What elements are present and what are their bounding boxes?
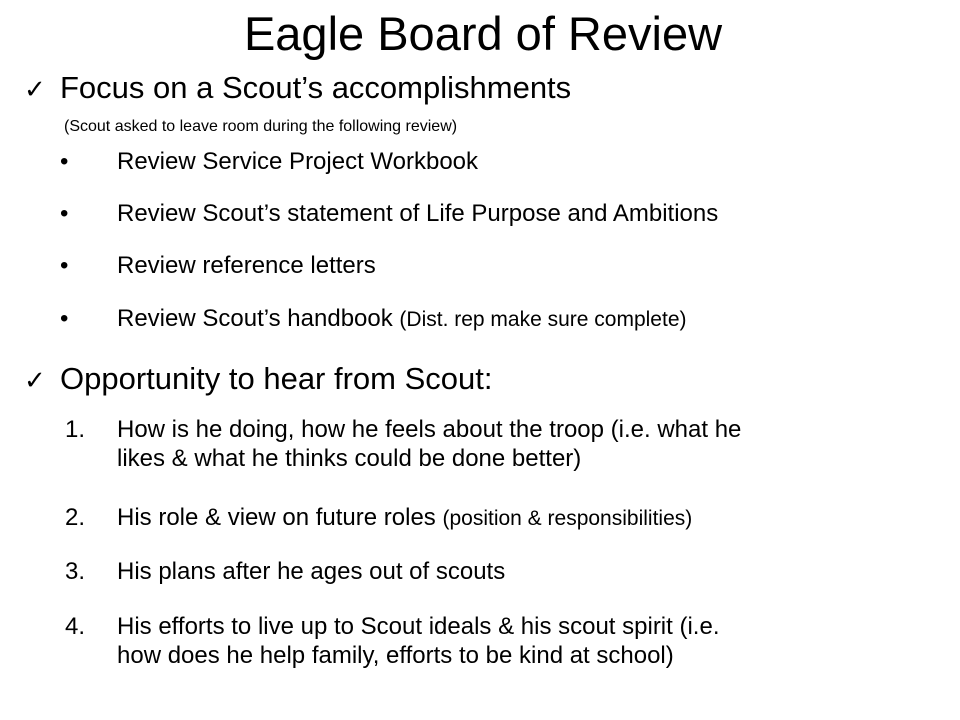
section-heading-text: Opportunity to hear from Scout: bbox=[60, 361, 493, 396]
bullet-item bbox=[60, 251, 376, 280]
slide-title: Eagle Board of Review bbox=[243, 7, 723, 60]
section-heading-text: Focus on a Scout’s accomplishments bbox=[60, 70, 572, 105]
bullet-item-detail: (Dist. rep make sure complete) bbox=[399, 308, 687, 331]
bullet-item bbox=[60, 199, 719, 228]
item-number: 2. bbox=[65, 504, 86, 531]
section-heading-hear-from-scout bbox=[24, 361, 493, 399]
bullet-marker: • bbox=[60, 305, 69, 332]
bullet-item bbox=[60, 304, 687, 334]
bullet-item-text: Review Service Project Workbook bbox=[117, 148, 479, 175]
numbered-item bbox=[65, 557, 506, 586]
item-number: 3. bbox=[65, 558, 86, 585]
numbered-item-detail: (position & responsibilities) bbox=[442, 507, 693, 530]
numbered-item-line: likes & what he thinks could be done better) bbox=[117, 445, 582, 472]
review-note: (Scout asked to leave room during the following review) bbox=[64, 118, 458, 135]
bullet-marker: • bbox=[60, 148, 69, 175]
bullet-marker: • bbox=[60, 200, 69, 227]
numbered-item-line: how does he help family, efforts to be kind at school) bbox=[117, 642, 674, 669]
checkmark-icon: ✓ bbox=[24, 75, 46, 105]
bullet-item bbox=[60, 147, 479, 176]
section-heading-accomplishments bbox=[24, 70, 571, 108]
numbered-item-line: His role & view on future roles bbox=[117, 504, 443, 531]
item-number: 1. bbox=[65, 416, 86, 443]
numbered-item bbox=[65, 612, 720, 670]
item-number: 4. bbox=[65, 613, 86, 640]
numbered-item-line: His efforts to live up to Scout ideals & his scout spirit (i.e. bbox=[117, 613, 720, 640]
bullet-item-text: Review Scout’s statement of Life Purpose and Ambitions bbox=[117, 200, 719, 227]
numbered-item bbox=[65, 503, 693, 533]
numbered-item-line: His plans after he ages out of scouts bbox=[117, 558, 506, 585]
bullet-item-text: Review reference letters bbox=[117, 252, 376, 279]
numbered-item-line: How is he doing, how he feels about the troop (i.e. what he bbox=[117, 416, 742, 443]
numbered-item bbox=[65, 415, 742, 473]
bullet-marker: • bbox=[60, 252, 69, 279]
bullet-item-text: Review Scout’s handbook bbox=[117, 305, 400, 332]
checkmark-icon: ✓ bbox=[24, 366, 46, 396]
